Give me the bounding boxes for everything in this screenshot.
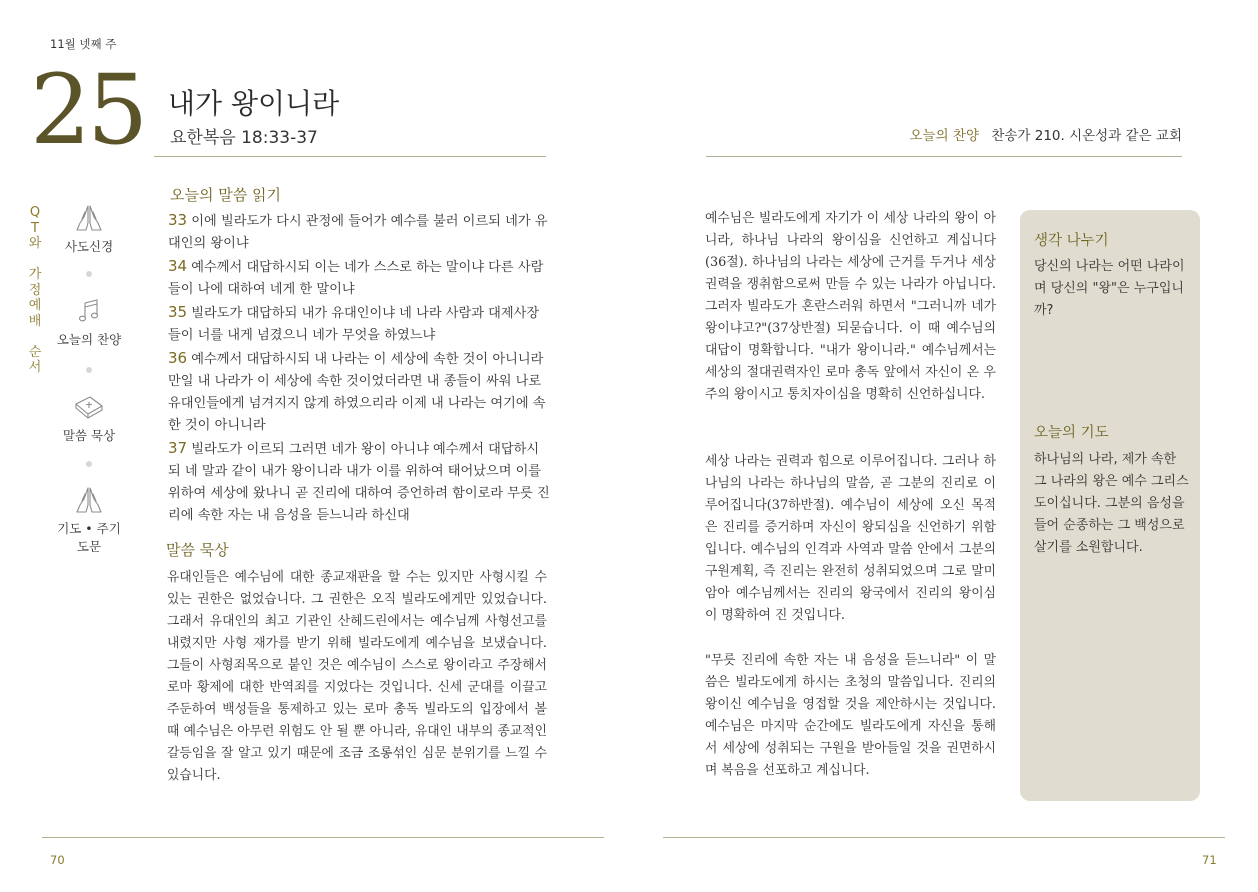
separator-dot [86, 367, 92, 373]
verse-number: 36 [168, 349, 188, 367]
praying-hands-icon [73, 203, 105, 233]
vertical-char: Q [29, 205, 41, 220]
sidebar-vertical-title [28, 205, 42, 376]
verse-number: 35 [168, 303, 188, 321]
order-item-meditation [52, 392, 126, 444]
separator-dot [86, 271, 92, 277]
page-number-right: 71 [1202, 853, 1217, 867]
verse-number: 33 [168, 211, 188, 229]
verse-text: 빌라도가 이르되 그러면 네가 왕이 아니냐 예수께서 대답하시되 네 말과 같이 내가 왕이니라 내가 이를 위하여 태어났으며 이를 위하여 세상에 왔나니 곧 진리에 대하여 증언하려 함이로라 무릇 진리에 속한 자는 내 음성을 듣느니라 하신대 [168, 442, 550, 523]
verse-number: 37 [168, 439, 188, 457]
order-item-prayer [52, 485, 126, 555]
vertical-spacer [28, 252, 42, 268]
vertical-char: T [31, 220, 39, 236]
bible-icon [72, 392, 106, 422]
order-item-label: 말씀 묵상 [62, 428, 116, 443]
order-item-creed [52, 203, 126, 255]
hymn-label: 오늘의 찬양 [909, 128, 980, 144]
vertical-char: 서 [28, 360, 42, 375]
order-item-label: 오늘의 찬양 [56, 332, 122, 347]
bible-passage [168, 209, 550, 527]
meditation-heading: 말씀 묵상 [166, 541, 229, 559]
vertical-char: 정 [28, 282, 42, 298]
vertical-char: 와 [28, 236, 42, 251]
header-rule-left [154, 156, 546, 157]
share-question: 당신의 나라는 어떤 나라이며 당신의 "왕"은 누구입니까? [1034, 259, 1185, 318]
order-item-hymn [52, 296, 126, 348]
separator-dot [86, 461, 92, 467]
meditation-paragraph: 세상 나라는 권력과 힘으로 이루어집니다. 그러나 하나님의 나라는 하나님의 말씀, 곧 그분의 진리로 이루어집니다(37하반절). 예수님이 세상에 오신 목적은 진리를 증거하며 자신이 왕되심을 신언하기 위함입니다. 예수님의 인격과 사역과 말씀 안에서 그분의 구원계획, 즉 진리는 완전히 성취되었으며 그로 말미암아 예수님께서는 진리의 왕국에서 진리의 왕이심이 명확하여 진 것입니다. [705, 454, 996, 623]
page-number-left: 70 [50, 853, 65, 867]
music-note-icon [73, 296, 105, 326]
prayer-heading: 오늘의 기도 [1034, 425, 1109, 441]
todays-hymn [910, 124, 1182, 144]
vertical-char: 순 [28, 344, 42, 360]
meditation-paragraph: 예수님은 빌라도에게 자기가 이 세상 나라의 왕이 아니라, 하나님 나라의 왕이심을 신언하고 계십니다(36절). 하나님의 나라는 세상에 근거를 두거나 세상 권력을 쟁취함으로써 만들 수 있는 나라가 아닙니다. 그러자 빌라도가 혼란스러워 하면서 "그러니까 네가 왕이냐고?"(37상반절) 되묻습니다. 이 때 예수님의 대답이 명확합니다. "내가 왕이니라." 예수님께서는 세상의 절대권력자인 로마 총독 앞에서 자신이 온 우주의 왕이시고 통치자이심을 명확히 신언하십니다. [705, 211, 996, 402]
vertical-char: 예 [28, 298, 42, 313]
vertical-char: 가 [28, 267, 42, 282]
verse-text: 예수께서 대답하시되 이는 네가 스스로 하는 말이냐 다른 사람들이 나에 대하여 네게 한 말이냐 [168, 260, 544, 297]
verse-text: 빌라도가 대답하되 내가 유대인이냐 네 나라 사람과 대제사장들이 너를 내게 넘겼으니 네가 무엇을 하였느냐 [168, 306, 540, 343]
verse-text: 이에 빌라도가 다시 관정에 들어가 예수를 불러 이르되 네가 유대인의 왕이냐 [168, 214, 548, 251]
week-label: 11월 넷째 주 [50, 37, 117, 51]
praying-hands-icon [73, 485, 105, 515]
share-heading: 생각 나누기 [1034, 233, 1109, 249]
footer-rule-right [663, 837, 1225, 838]
footer-rule-left [42, 837, 604, 838]
scripture-reference: 요한복음 18:33-37 [170, 128, 318, 148]
order-item-label: 사도신경 [64, 239, 114, 254]
vertical-spacer [28, 329, 42, 345]
meditation-paragraph: 유대인들은 예수님에 대한 종교재판을 할 수는 있지만 사형시킬 수 있는 권한은 없었습니다. 그 권한은 오직 빌라도에게만 있었습니다. 그래서 유대인의 최고 기관인 산헤드린에서는 예수님께 사형선고를 내렸지만 사형 재가를 받기 위해 빌라도에게 예수님을 보냈습니다. 그들이 사형죄목으로 붙인 것은 예수님이 스스로 왕이라고 주장해서 로마 황제에 대한 반역죄를 지었다는 것입니다. 신세 군대를 이끌고 주둔하여 백성들을 통제하고 있는 로마 총독 빌라도의 입장에서 볼 때 예수님은 아무런 위험도 안 될 뿐 아니라, 유대인 내부의 종교적인 갈등임을 잘 알고 있기 때문에 조금 조롱섞인 심문 분위기를 느낄 수 있습니다. [167, 570, 547, 783]
meditation-paragraph: "무릇 진리에 속한 자는 내 음성을 듣느니라" 이 말씀은 빌라도에게 하시는 초청의 말씀입니다. 진리의 왕이신 예수님을 영접할 것을 제안하시는 것입니다. 예수님은 마지막 순간에도 빌라도에게 자신을 통해서 세상에 성취되는 구원을 받아들일 것을 권면하시며 복음을 선포하고 계십니다. [705, 653, 996, 778]
verse-text: 예수께서 대답하시되 내 나라는 이 세상에 속한 것이 아니니라 만일 내 나라가 이 세상에 속한 것이었더라면 내 종들이 싸워 나로 유대인들에게 넘겨지지 않게 하였으리라 이제 내 나라는 여기에 속한 것이 아니니라 [168, 352, 546, 433]
page-title: 내가 왕이니라 [168, 87, 340, 120]
day-number: 25 [30, 54, 145, 166]
reading-heading: 오늘의 말씀 읽기 [170, 186, 281, 204]
vertical-char: 배 [28, 313, 42, 329]
order-item-label: 기도 • 주기도문 [57, 521, 121, 554]
header-rule-right [706, 156, 1182, 157]
prayer-text: 하나님의 나라, 제가 속한 그 나라의 왕은 예수 그리스도이십니다. 그분의 음성을 들어 순종하는 그 백성으로 살기를 소원합니다. [1034, 452, 1189, 555]
hymn-title: 찬송가 210. 시온성과 같은 교회 [991, 128, 1182, 144]
verse-number: 34 [168, 257, 188, 275]
